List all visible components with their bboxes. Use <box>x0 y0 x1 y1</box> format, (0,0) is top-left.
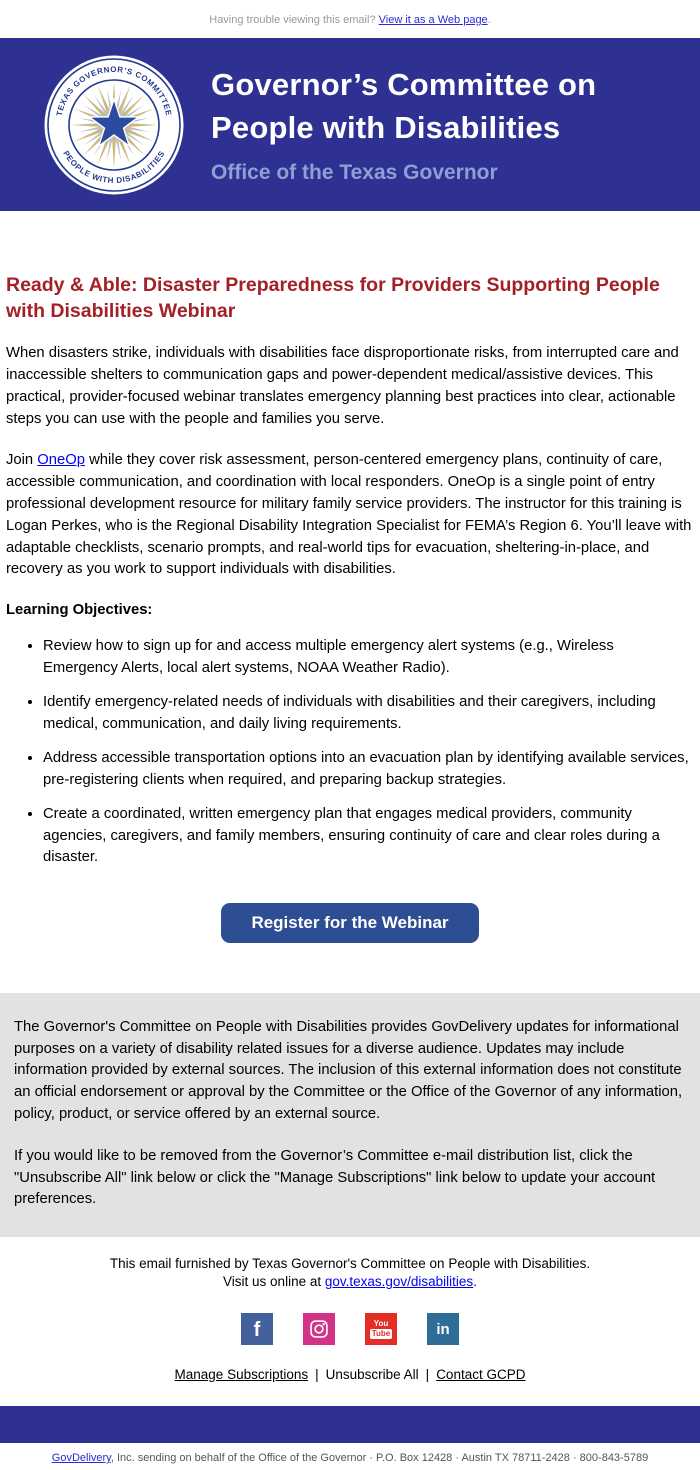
list-item: • Create a coordinated, written emergency plan that engages medical providers, community agencies, caregivers, and family members, ensuring continuity of care and clear roles during a disaster. <box>43 804 694 870</box>
article <box>0 273 700 993</box>
legal-text: , Inc. sending on behalf of the Office of the Governor · P.O. Box 12428 · Austin TX 78711-2428 · 800-843-5789 <box>110 1452 649 1465</box>
youtube-you-glyph: You <box>373 1318 389 1328</box>
disclaimer-section <box>0 993 700 1237</box>
govdelivery-link[interactable]: GovDelivery <box>51 1452 111 1465</box>
header-title-line2: People with Disabilities <box>211 109 561 145</box>
article-heading: Ready & Able: Disaster Preparedness for Providers Supporting People with Disabilities Webinar <box>6 274 660 322</box>
facebook-f-glyph: f <box>253 1319 261 1342</box>
paragraph-intro: When disasters strike, individuals with disabilities face disproportionate risks, from interrupted care and inaccessible shelters to communication gaps and power-dependent medical/assistive devices. This practical, provider-focused webinar translates emergency planning best practices into clear, actionable steps you can use with the people and families you serve. <box>6 345 679 428</box>
legal-line <box>0 1443 700 1470</box>
bottom-blue-bar <box>0 1406 700 1443</box>
visit-period: . <box>473 1273 477 1289</box>
manage-subscriptions-link[interactable]: Manage Subscriptions <box>174 1367 309 1383</box>
disclaimer-paragraph: The Governor's Committee on People with Disabilities provides GovDelivery updates for informational purposes on a variety of disability related issues for a diverse audience. Updates may include information provided by external sources. The inclusion of this external information does not constitute an official endorsement or approval by the Committee or the Office of the Governor of any information, policy, product, or service offered by an external source. <box>14 1019 683 1122</box>
para2-text-before: Join <box>6 452 38 469</box>
instagram-icon[interactable] <box>303 1313 335 1345</box>
seal-ring-top-text: TEXAS GOVERNOR’S COMMITTEE <box>54 64 174 117</box>
header-banner <box>0 38 700 211</box>
header-title <box>211 64 596 150</box>
list-item: • Review how to sign up for and access multiple emergency alert systems (e.g., Wireless Emergency Alerts, local alert systems, NOAA Weather Radio). <box>43 636 694 680</box>
para2-text-after: while they cover risk assessment, person-centered emergency plans, continuity of care, accessible communication, and coordination with local responders. OneOp is a single point of entry professional development resource for military family service providers. The instructor for this training is Logan Perkes, who is the Regional Disability Integration Specialist for FEMA’s Region 6. You’ll leave with adaptable checklists, scenario prompts, and real-world tips for evacuation, sheltering-in-place, and recovery as you work to support individuals with disabilities. <box>6 452 692 578</box>
visit-online-line <box>0 1273 700 1291</box>
register-webinar-button[interactable]: Register for the Webinar <box>221 903 478 943</box>
paragraph-details <box>6 450 694 581</box>
separator: | <box>315 1367 319 1383</box>
list-item: • Identify emergency-related needs of individuals with disabilities and their caregivers, including medical, communication, and daily living requirements. <box>43 692 694 736</box>
youtube-tube-glyph: Tube <box>371 1328 391 1338</box>
button-row <box>6 903 694 993</box>
header-text-block <box>211 64 596 186</box>
header-subtitle: Office of the Texas Governor <box>211 161 498 185</box>
unsubscribe-instructions: If you would like to be removed from the Governor’s Committee e-mail distribution list, click the "Unsubscribe All" link below or click the "Manage Subscriptions" link below to update your account preferences. <box>14 1148 656 1208</box>
social-icons <box>0 1313 700 1345</box>
instagram-camera-glyph <box>309 1319 329 1339</box>
seal-ring-bottom-text: PEOPLE WITH DISABILITIES <box>61 148 167 185</box>
contact-gcpd-link[interactable]: Contact GCPD <box>436 1367 526 1383</box>
objectives-list <box>6 636 694 869</box>
committee-seal-logo <box>44 55 184 195</box>
preheader-period: . <box>487 14 491 26</box>
linkedin-icon[interactable] <box>427 1313 459 1345</box>
footer <box>0 1237 700 1382</box>
visit-text: Visit us online at <box>223 1273 325 1289</box>
website-link[interactable]: gov.texas.gov/disabilities <box>324 1273 474 1289</box>
linkedin-in-glyph: in <box>436 1320 450 1338</box>
preheader <box>0 0 700 38</box>
furnished-by-text: This email furnished by Texas Governor's Committee on People with Disabilities. <box>109 1256 591 1272</box>
separator: | <box>425 1367 430 1383</box>
preheader-text: Having trouble viewing this email? <box>209 14 379 26</box>
header-title-line1: Governor’s Committee on <box>211 66 597 102</box>
objectives-heading: Learning Objectives: <box>6 602 153 619</box>
facebook-icon[interactable] <box>241 1313 273 1345</box>
footer-links <box>0 1367 700 1382</box>
list-item: • Address accessible transportation options into an evacuation plan by identifying available services, pre-registering clients when required, and preparing backup strategies. <box>43 748 694 792</box>
oneop-link[interactable]: OneOp <box>37 452 85 469</box>
youtube-icon[interactable] <box>365 1313 397 1345</box>
seal-svg <box>44 55 184 195</box>
view-as-webpage-link[interactable]: View it as a Web page <box>378 14 488 26</box>
unsubscribe-all-link[interactable]: Unsubscribe All <box>325 1367 419 1383</box>
